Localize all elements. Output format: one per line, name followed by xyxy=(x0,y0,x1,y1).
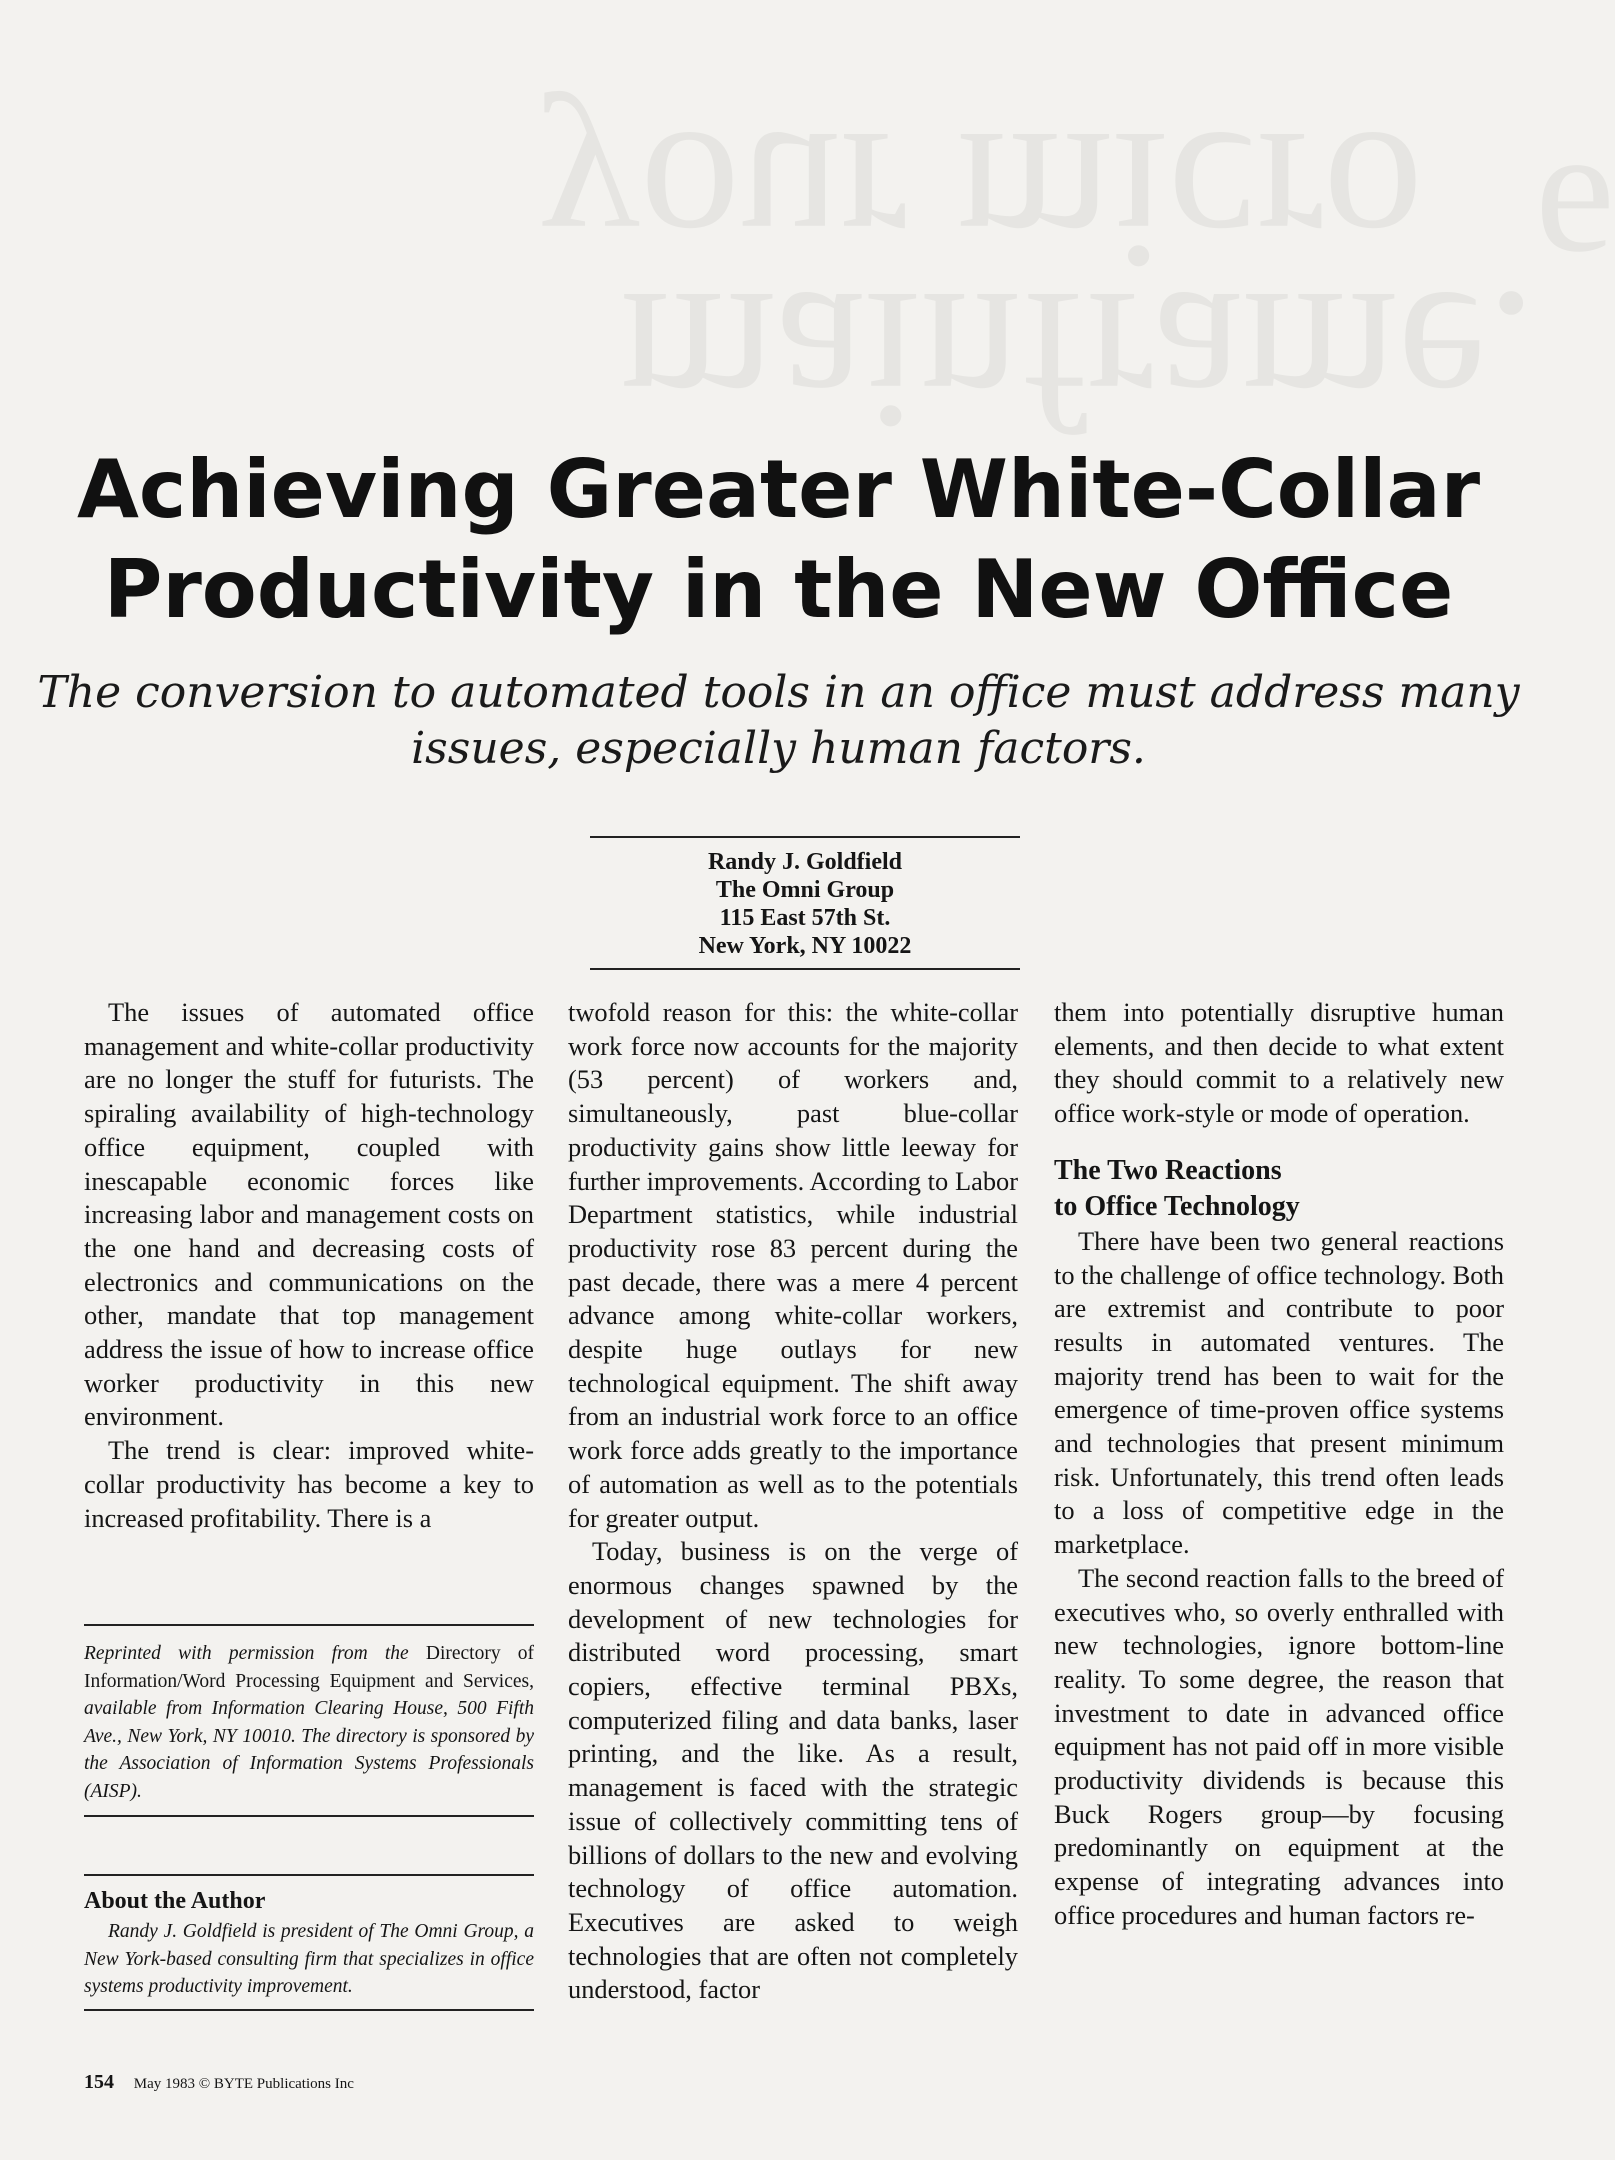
paragraph: twofold reason for this: the white-collar work force now accounts for the majority (53 percent) of workers and, simultaneously, past blue-collar productivity gains show little leeway for further improvements. According to Labor Department statistics, while industrial productivity rose 83 percent during the past decade, there was a mere 4 percent advance among white-collar workers, despite huge outlays for new technological equipment. The shift away from an industrial work force to an office work force adds greatly to the importance of automation as well as to the potentials for greater output. xyxy=(568,997,1018,1533)
paragraph: There have been two general reactions to the challenge of office technology. Both are extremist and contribute to poor results in automated ventures. The majority trend has been to wait for the emergence of time-proven office systems and technologies that present minimum risk. Unfortunately, this trend often leads to a loss of competitive edge in the marketplace. xyxy=(1054,1225,1504,1560)
page-footer xyxy=(84,2072,354,2094)
author-city: New York, NY 10022 xyxy=(698,933,912,959)
reprint-note xyxy=(84,1624,534,1817)
author-byline xyxy=(590,836,1020,970)
footer-publication: May 1983 © BYTE Publications Inc xyxy=(133,2076,354,2092)
page-number: 154 xyxy=(84,2071,114,2093)
reprint-note-part-2: Directory of Information/Word Processing Equipment and Services, xyxy=(84,1643,535,1692)
section-heading-line-2: to Office Technology xyxy=(1054,1190,1300,1222)
text-column-3 xyxy=(1054,996,1504,1933)
author-name: Randy J. Goldfield xyxy=(707,849,903,875)
background-ghost-text: e xyxy=(1535,90,1615,289)
paragraph: The trend is clear: improved white-collar productivity has become a key to increased profitability. There is a xyxy=(84,1435,534,1533)
about-author-heading: About the Author xyxy=(84,1888,266,1914)
section-heading-line-1: The Two Reactions xyxy=(1054,1154,1282,1186)
reprint-note-part-3: available from Information Clearing House, 500 Fifth Ave., New York, NY 10010. The directory is sponsored by the Association of Information Systems Professionals (AISP). xyxy=(84,1698,534,1802)
author-company: The Omni Group xyxy=(715,877,895,903)
paragraph: The second reaction falls to the breed of executives who, so overly enthralled with new technologies, ignore bottom-line reality. To some degree, the reason that investment to date in advanced office equipment has not paid off in more visible productivity dividends is because this Buck Rogers group—by focusing predominantly on equipment at the expense of integrating advances into office procedures and human factors re- xyxy=(1054,1562,1504,1930)
section-heading xyxy=(1054,1153,1504,1225)
background-ghost-text: your micro xyxy=(540,90,1424,311)
article-title xyxy=(0,440,1557,640)
title-line-1: Achieving Greater White-Collar xyxy=(76,443,1481,536)
title-line-2: Productivity in the New Office xyxy=(103,543,1454,636)
paragraph: them into potentially disruptive human elements, and then decide to what extent they should commit to a relatively new office work-style or mode of operation. xyxy=(1054,997,1504,1129)
paragraph: Today, business is on the verge of enormous changes spawned by the development of new technologies for distributed word processing, smart copiers, effective terminal PBXs, computerized filing and data banks, laser printing, and the like. As a result, management is faced with the strategic issue of collectively committing tens of billions of dollars to the new and evolving technology of office automation. Executives are asked to weigh technologies that are often not completely understood, factor xyxy=(568,1536,1018,2005)
reprint-note-part-1: Reprinted with permission from the xyxy=(84,1643,409,1664)
article-subtitle: The conversion to automated tools in an office must address many issues, especially human factors. xyxy=(37,667,1520,774)
background-ghost-text: mainframe. xyxy=(620,250,1537,471)
text-column-1 xyxy=(84,996,534,1535)
paragraph: The issues of automated office management and white-collar productivity are no longer the stuff for futurists. The spiraling availability of high-technology office equipment, coupled with inescapable economic forces like increasing labor and management costs on the one hand and decreasing costs of electronics and communications on the other, mandate that top management address the issue of how to increase office worker productivity in this new environment. xyxy=(84,997,534,1432)
text-column-2 xyxy=(568,996,1018,2007)
author-street: 115 East 57th St. xyxy=(719,905,891,931)
about-author-text: Randy J. Goldfield is president of The Omni Group, a New York-based consulting firm that specializes in office systems productivity improvement. xyxy=(84,1921,534,1997)
about-author-box xyxy=(84,1874,534,2011)
